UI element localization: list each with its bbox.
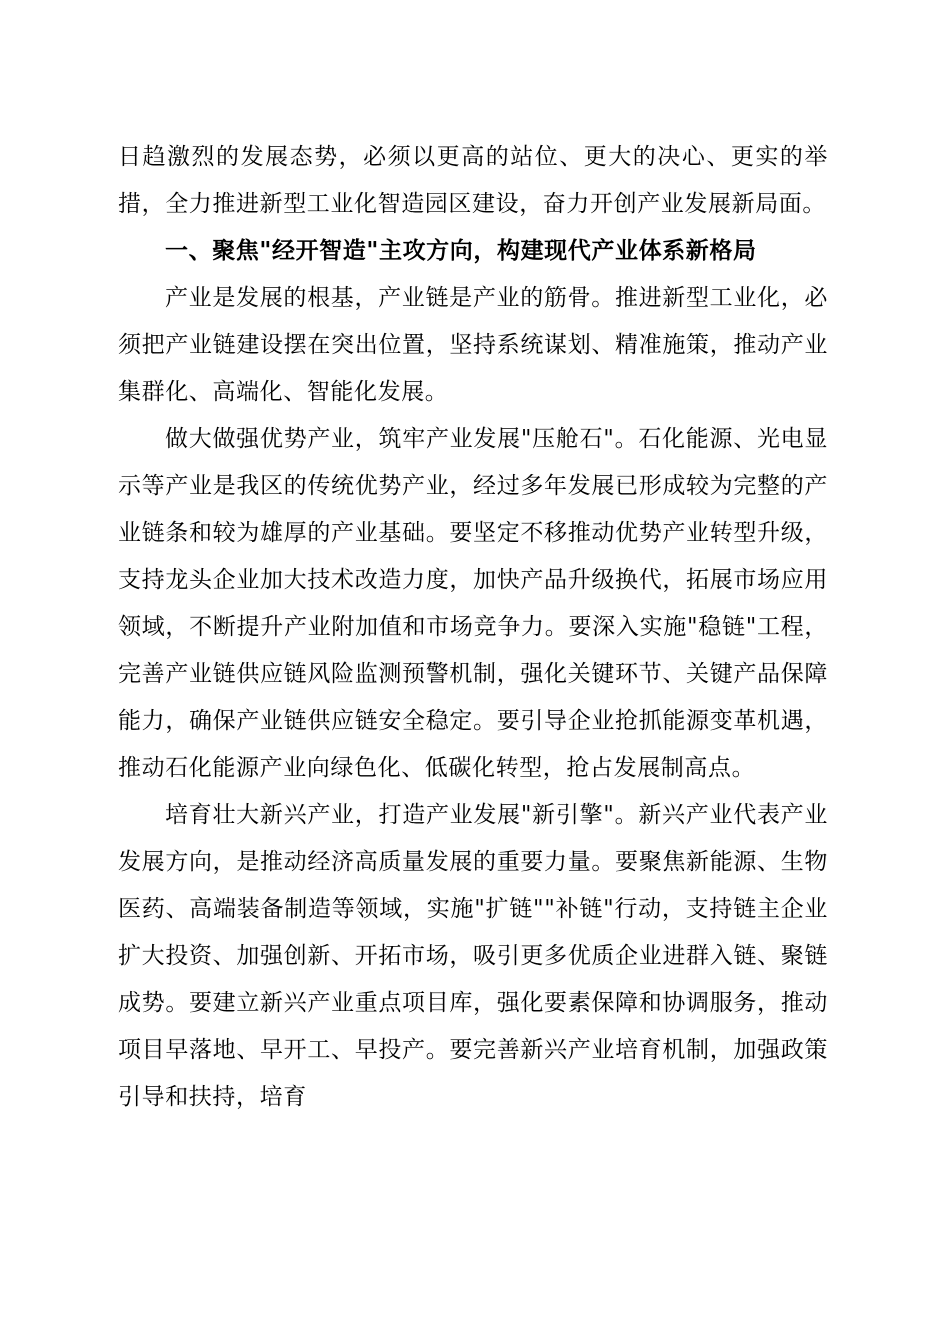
- body-paragraph: 做大做强优势产业，筑牢产业发展"压舱石"。石化能源、光电显示等产业是我区的传统优势产业，经过多年发展已形成较为完整的产业链条和较为雄厚的产业基础。要坚定不移推动优势产业转型升级，支持龙头企业加大技术改造力度，加快产品升级换代，拓展市场应用领域，不断提升产业附加值和市场竞争力。要深入实施"稳链"工程，完善产业链供应链风险监测预警机制，强化关键环节、关键产品保障能力，确保产业链供应链安全稳定。要引导企业抢抓能源变革机遇，推动石化能源产业向绿色化、低碳化转型，抢占发展制高点。: [118, 426, 828, 781]
- document-body: [118, 134, 828, 1121]
- body-paragraph: 产业是发展的根基，产业链是产业的筋骨。推进新型工业化，必须把产业链建设摆在突出位置，坚持系统谋划、精准施策，推动产业集群化、高端化、智能化发展。: [118, 285, 828, 405]
- continuation-paragraph: 日趋激烈的发展态势，必须以更高的站位、更大的决心、更实的举措，全力推进新型工业化智造园区建设，奋力开创产业发展新局面。: [118, 144, 828, 217]
- body-paragraph: 培育壮大新兴产业，打造产业发展"新引擎"。新兴产业代表产业发展方向，是推动经济高质量发展的重要力量。要聚焦新能源、生物医药、高端装备制造等领域，实施"扩链""补链"行动，支持链主企业扩大投资、加强创新、开拓市场，吸引更多优质企业进群入链、聚链成势。要建立新兴产业重点项目库，强化要素保障和协调服务，推动项目早落地、早开工、早投产。要完善新兴产业培育机制，加强政策引导和扶持，培育: [118, 802, 828, 1110]
- section-heading: 一、聚焦"经开智造"主攻方向，构建现代产业体系新格局: [165, 238, 757, 264]
